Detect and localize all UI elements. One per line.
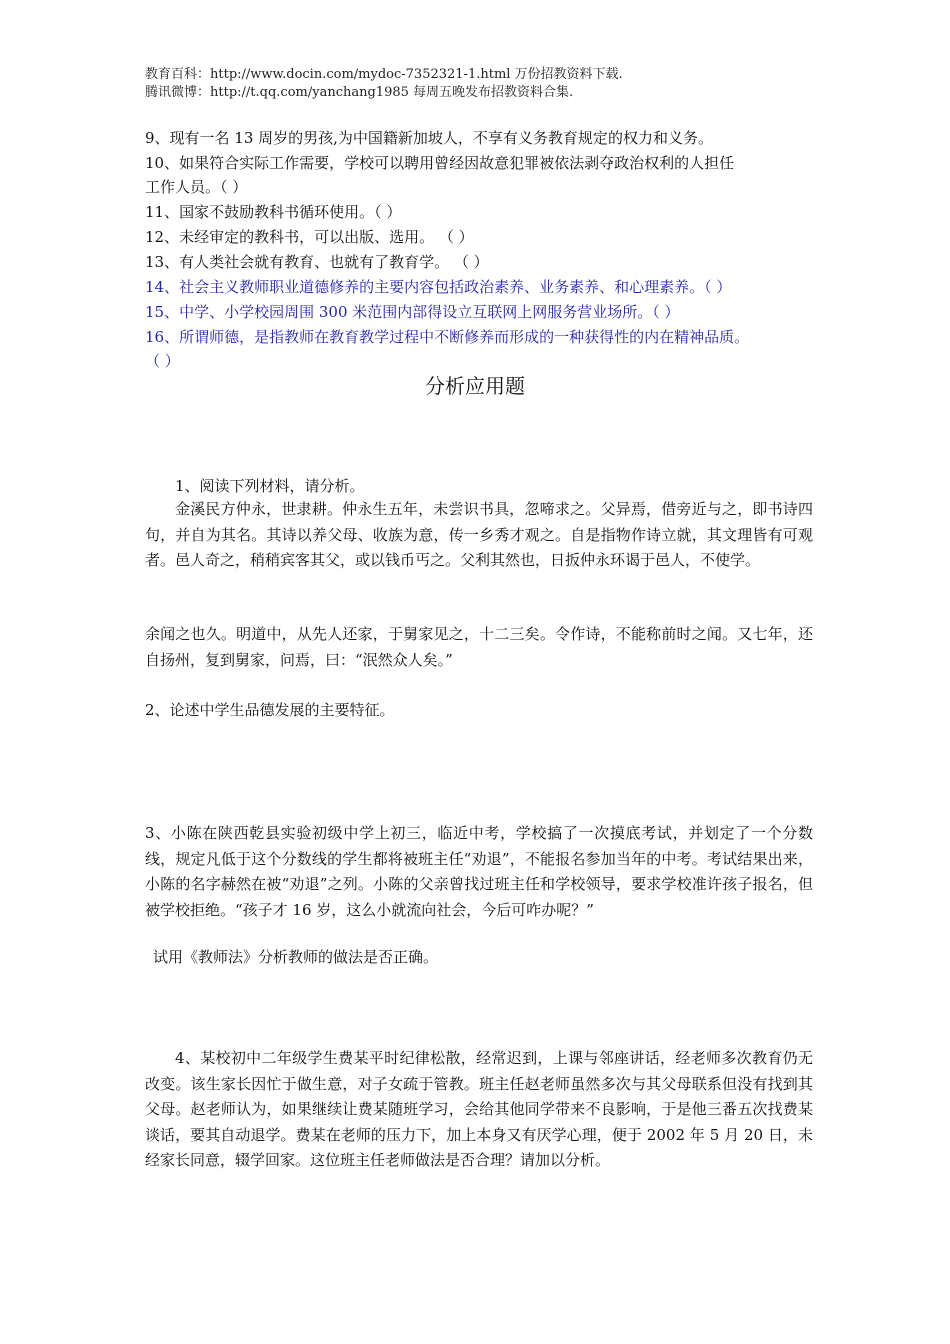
question-16-line-1: 16、所谓师德，是指教师在教育教学过程中不断修养而形成的一种获得性的内在精神品质。 [145, 328, 750, 346]
analysis-q2: 2、论述中学生品德发展的主要特征。 [145, 701, 395, 719]
question-9: 9、现有一名 13 周岁的男孩,为中国籍新加坡人，不享有义务教育规定的权力和义务。 [145, 129, 713, 147]
analysis-q1-passage-2: 余闻之也久。明道中，从先人还家，于舅家见之，十二三矣。令作诗，不能称前时之闻。又七年，还自扬州，复到舅家，问焉，曰：“泯然众人矣。” [145, 625, 813, 669]
analysis-q3-question: 试用《教师法》分析教师的做法是否正确。 [153, 948, 439, 966]
section-title: 分析应用题 [425, 374, 525, 398]
question-13: 13、有人类社会就有教育、也就有了教育学。 （ ） [145, 253, 489, 271]
question-14: 14、社会主义教师职业道德修养的主要内容包括政治素养、业务素养、和心理素养。（ ） [145, 278, 732, 296]
header-line-1: 教育百科：http://www.docin.com/mydoc-7352321-1.html 万份招教资料下载. [145, 67, 623, 82]
question-10-line-2: 工作人员。（ ） [145, 178, 248, 196]
analysis-q4-text: 4、某校初中二年级学生费某平时纪律松散，经常迟到，上课与邻座讲话，经老师多次教育仍无改变。该生家长因忙于做生意，对子女疏于管教。班主任赵老师虽然多次与其父母联系但没有找到其父母。赵老师认为，如果继续让费某随班学习，会给其他同学带来不良影响，于是他三番五次找费某谈话，要其自动退学。费某在老师的压力下，加上本身又有厌学心理，便于 2002 年 5 月 20 日，未经家长同意，辍学回家。这位班主任老师做法是否合理？请加以分析。 [145, 1049, 813, 1169]
analysis-q1-prompt: 1、阅读下列材料，请分析。 [175, 477, 365, 495]
header-line-2: 腾讯微博：http://t.qq.com/yanchang1985 每周五晚发布招教资料合集. [145, 85, 574, 100]
question-10-line-1: 10、如果符合实际工作需要，学校可以聘用曾经因故意犯罪被依法剥夺政治权利的人担任 [145, 154, 735, 172]
question-15: 15、中学、小学校园周围 300 米范围内部得设立互联网上网服务营业场所。（ ） [145, 303, 680, 321]
question-12: 12、未经审定的教科书，可以出版、选用。 （ ） [145, 228, 474, 246]
analysis-q1-passage-1: 金溪民方仲永，世隶耕。仲永生五年，未尝识书具，忽啼求之。父异焉，借旁近与之，即书诗四句，并自为其名。其诗以养父母、收族为意，传一乡秀才观之。自是指物作诗立就，其文理皆有可观者。邑人奇之，稍稍宾客其父，或以钱币丐之。父利其然也，日扳仲永环谒于邑人，不使学。 [145, 500, 813, 569]
analysis-q3-text: 3、小陈在陕西乾县实验初级中学上初三，临近中考，学校搞了一次摸底考试，并划定了一个分数线，规定凡低于这个分数线的学生都将被班主任“劝退”，不能报名参加当年的中考。考试结果出来，小陈的名字赫然在被“劝退”之列。小陈的父亲曾找过班主任和学校领导，要求学校准许孩子报名，但被学校拒绝。“孩子才 16 岁，这么小就流向社会，今后可咋办呢？” [145, 824, 813, 919]
question-11: 11、国家不鼓励教科书循环使用。（ ） [145, 203, 402, 221]
question-16-line-2: （ ） [145, 352, 180, 370]
